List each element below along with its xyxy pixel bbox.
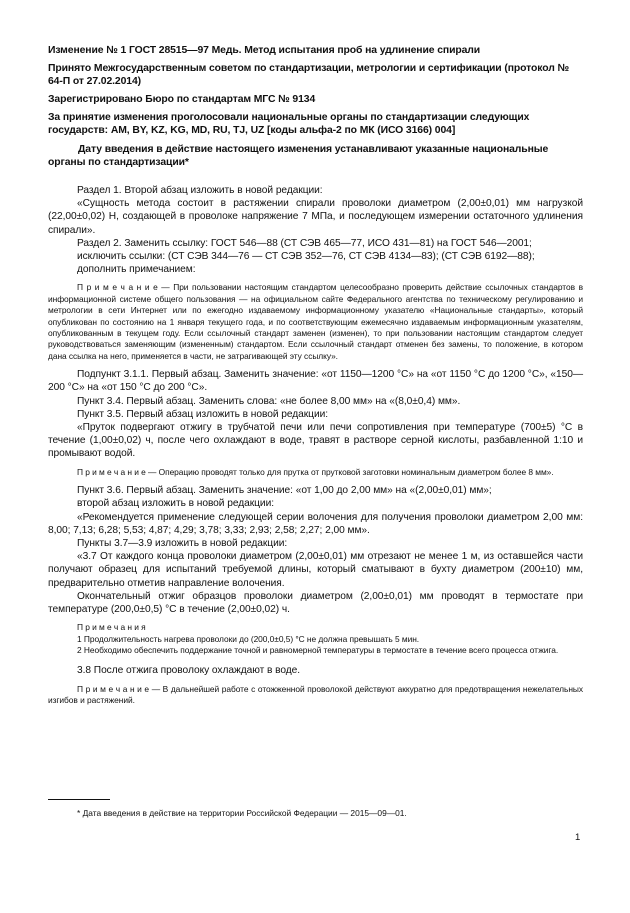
section2-exclude: исключить ссылки: (СТ СЭВ 344—76 — СТ СЭВ 352—76, СТ СЭВ 4134—83); (СТ СЭВ 6192—88); — [77, 251, 535, 263]
footnote: * Дата введения в действие на территории Российской Федерации — 2015—09—01. — [77, 808, 407, 818]
note-operation — [48, 467, 583, 478]
page-number: 1 — [575, 832, 581, 843]
section1-text: «Сущность метода состоит в растяжении спирали проволоки диаметром (2,00±0,01) мм нагрузкой (22,00±0,02) Н, создающей в проволоке напряжение 7 МПа, и последующем измерении остаточного удлинения спирали». — [48, 198, 583, 236]
subclause-3-1-1: Подпункт 3.1.1. Первый абзац. Заменить значение: «от 1150—1200 °С» на «от 1150 °С до 1200 °С», «150—200 °С» на «от 150 °С до 200 °С». — [48, 369, 583, 394]
section1-instruction: Раздел 1. Второй абзац изложить в новой редакции: — [77, 185, 323, 196]
clause-3-4: Пункт 3.4. Первый абзац. Заменить слова: «не более 8,00 мм» на «(8,0±0,4) мм». — [77, 395, 461, 407]
section2-instruction: Раздел 2. Заменить ссылку: ГОСТ 546—88 (СТ СЭВ 465—77, ИСО 431—81) на ГОСТ 546—2001; — [77, 237, 532, 249]
clause-3-6-second: второй абзац изложить в новой редакции: — [77, 498, 274, 510]
voting-states: За принятие изменения проголосовали национальные органы по стандартизации следующих государств: AM, BY, KZ, KG, MD, RU, TJ, UZ [коды альфа-2 по МК (ИСО 3166) 004] — [48, 112, 530, 136]
footnote-rule — [48, 799, 110, 800]
clause-3-7-text: «3.7 От каждого конца проволоки диаметром (2,00±0,01) мм отрезают не менее 1 м, из оставшейся части получают образец для испытаний требуемой длины, который сматывают в бухту диаметром (200±10) мм, предварительно отметив направление волочения. — [48, 551, 583, 589]
clause-3-5: Пункт 3.5. Первый абзац изложить в новой редакции: — [77, 408, 329, 420]
clause-3-6: Пункт 3.6. Первый абзац. Заменить значение: «от 1,00 до 2,00 мм» на «(2,00±0,01) мм»; — [77, 485, 492, 497]
clause-3-8: 3.8 После отжига проволоку охлаждают в воде. — [77, 665, 301, 677]
clause-3-5-text: «Пруток подвергают отжигу в трубчатой печи или печи сопротивления при температуре (700±5) °С в течение (1,00±0,02) ч, после чего охлаждают в воде, травят в растворе серной кислоты, разбавленной 1:10 и промывают водой. — [48, 422, 583, 460]
note-label: П р и м е ч а н и е — [77, 282, 158, 293]
note-text: — Операцию проводят только для прутка от прутковой заготовки номинальным диаметром более 8 мм». — [145, 466, 554, 477]
document-page — [48, 44, 583, 706]
note-handling — [48, 684, 583, 707]
notes-label: П р и м е ч а н и я — [77, 622, 146, 633]
clauses-3-7-3-9: Пункты 3.7—3.9 изложить в новой редакции: — [77, 537, 288, 549]
effective-date-note: Дату введения в действие настоящего изменения устанавливают указанные национальные органы по стандартизации* — [48, 144, 549, 168]
adopted-by: Принято Межгосударственным советом по стандартизации, метрологии и сертификации (протокол № 64-П от 27.02.2014) — [48, 63, 569, 87]
note-text: — В дальнейшей работе с отожженной проволокой действуют аккуратно для предотвращения нежелательных изгибов и растяжений. — [48, 683, 584, 705]
note-text: — При пользовании настоящим стандартом целесообразно проверить действие ссылочных стандартов в информационной системе общего пользования — на официальном сайте Федерального агентства по техническому регулированию и метрологии в сети Интернет или по ежегодно издаваемому информационному указателю «Национальные стандарты», который опубликован по состоянию на 1 января текущего года, и по соответствующим ежемесячно издаваемым информационным указателям, опубликованным в текущем году. Если ссылочный стандарт заменен (изменен), то при пользовании настоящим стандартом следует руководствоваться заменяющим (измененным) стандартом. Если ссылочный стандарт отменен без замены, то положение, в котором дана ссылка на него, применяется в части, не затрагивающей эту ссылку». — [48, 282, 583, 361]
notes-item-1: 1 Продолжительность нагрева проволоки до (200,0±0,5) °С не должна превышать 5 мин. — [77, 633, 420, 644]
note-label: П р и м е ч а н и е — [77, 466, 146, 477]
note-references — [48, 282, 583, 362]
clause-3-7-anneal: Окончательный отжиг образцов проволоки диаметром (2,00±0,01) мм проводят в термостате при температуре (200,0±0,5) °С в течение (2,00±0,02) ч. — [48, 590, 583, 615]
amendment-title: Изменение № 1 ГОСТ 28515—97 Медь. Метод испытания проб на удлинение спирали — [48, 45, 481, 56]
note-label: П р и м е ч а н и е — [77, 683, 150, 694]
clause-3-6-text: «Рекомендуется применение следующей серии волочения для получения проволоки диаметром 2,00 мм: 8,00; 7,13; 6,28; 5,53; 4,87; 4,29; 3,78; 3,33; 2,93; 2,58; 2,27; 2,00 мм». — [48, 511, 583, 536]
section2-add-note: дополнить примечанием: — [77, 264, 196, 276]
registration: Зарегистрировано Бюро по стандартам МГС № 9134 — [48, 94, 316, 105]
notes-item-2: 2 Необходимо обеспечить поддержание точной и равномерной температуры в термостате в течение всего процесса отжига. — [77, 644, 559, 655]
